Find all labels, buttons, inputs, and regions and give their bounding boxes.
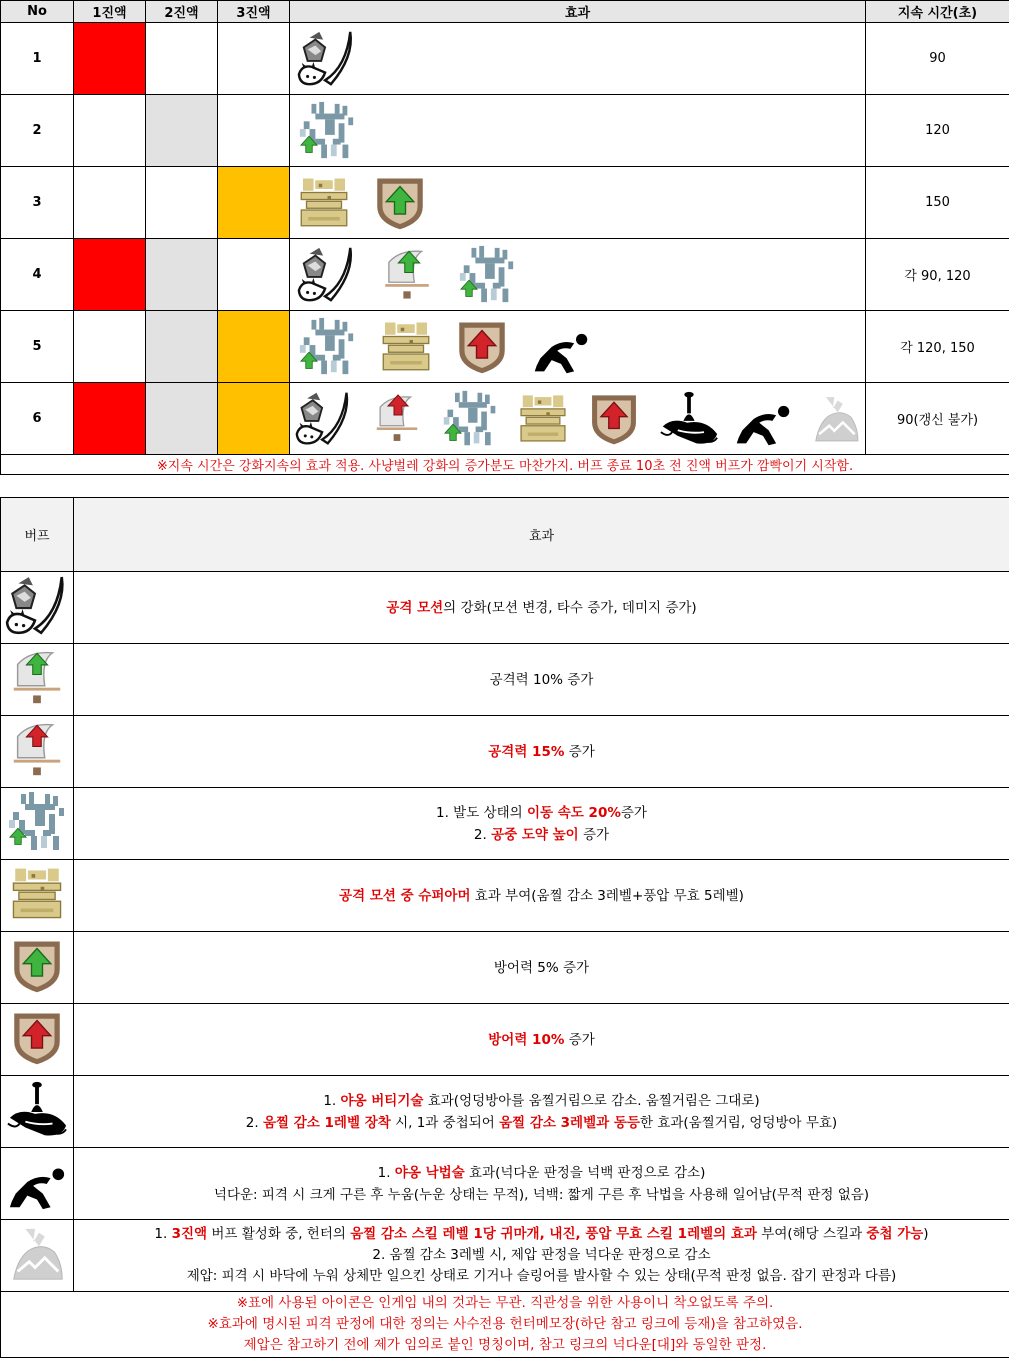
table-row bbox=[1, 167, 1009, 239]
header-effect: 효과 bbox=[290, 1, 866, 23]
table-row bbox=[1, 1076, 1009, 1148]
buff-description: 방어력 5% 증가 bbox=[74, 932, 1009, 1004]
essence-1-cell bbox=[74, 23, 146, 95]
effect-icons bbox=[290, 95, 866, 167]
speed-up-icon bbox=[5, 789, 69, 855]
attack-up-green-icon bbox=[6, 645, 68, 711]
table-row bbox=[1, 860, 1009, 932]
row-number: 5 bbox=[1, 311, 74, 383]
duration-value: 각 90, 120 bbox=[866, 239, 1009, 311]
footnote: 제압은 참고하기 전에 제가 임의로 붙인 명칭이며, 참고 링크의 넉다운[대]와 동일한 판정. bbox=[1, 1335, 1009, 1356]
buff-description: 공격력 10% 증가 bbox=[74, 644, 1009, 716]
footnote: ※효과에 명시된 피격 판정에 대한 정의는 사수전용 헌터메모장(하단 참고 링크에 등재)을 참고하였음. bbox=[1, 1314, 1009, 1335]
duration-value: 90(갱신 불가) bbox=[866, 383, 1009, 455]
essence-2-cell bbox=[146, 239, 218, 311]
defense-up-red-icon bbox=[587, 389, 641, 449]
attack-up-red-icon bbox=[370, 387, 424, 451]
table-row bbox=[1, 239, 1009, 311]
buff-table-header bbox=[1, 498, 1009, 572]
wind-resist-icon bbox=[809, 389, 863, 449]
row-number: 4 bbox=[1, 239, 74, 311]
buff-description: 공격 모션 중 슈퍼아머 효과 부여(움찔 감소 3레벨+풍압 무효 5레벨) bbox=[74, 860, 1009, 932]
essence-3-cell bbox=[218, 311, 290, 383]
table-row bbox=[1, 788, 1009, 860]
table-row bbox=[1, 644, 1009, 716]
table-row bbox=[1, 716, 1009, 788]
buff-description: 방어력 10% 증가 bbox=[74, 1004, 1009, 1076]
duration-value: 120 bbox=[866, 95, 1009, 167]
effect-icons bbox=[290, 239, 866, 311]
footnote: ※표에 사용된 아이콘은 인게임 내의 것과는 무관. 직관성을 위한 사용이니 착오없도록 주의. bbox=[1, 1293, 1009, 1314]
attack-up-red-icon bbox=[6, 717, 68, 783]
fall-technique-icon bbox=[530, 317, 592, 377]
table-row bbox=[1, 311, 1009, 383]
duration-value: 150 bbox=[866, 167, 1009, 239]
buff-description: 1. 야옹 버티기술 효과(엉덩방아를 움찔거림으로 감소. 움찔거림은 그대로) 2. 움찔 감소 1레벨 장착 시, 1과 중첩되어 움찔 감소 3레벨과 동등한 효과(움찔거림, 엉덩방아 무효) bbox=[74, 1076, 1009, 1148]
buff-description: 1. 발도 상태의 이동 속도 20%증가 2. 공중 도약 높이 증가 bbox=[74, 788, 1009, 860]
speed-up-icon bbox=[296, 315, 358, 379]
flinch-free-icon bbox=[657, 389, 721, 449]
effect-icons bbox=[290, 311, 866, 383]
attack-motion-icon bbox=[296, 243, 358, 307]
super-armor-icon bbox=[516, 389, 570, 449]
header-buff: 버프 bbox=[1, 498, 74, 572]
header-duration: 지속 시간(초) bbox=[866, 1, 1009, 23]
essence-table bbox=[0, 0, 1009, 475]
effect-icons bbox=[290, 383, 866, 455]
notes-row bbox=[1, 1292, 1009, 1358]
buff-description: 공격 모션의 강화(모션 변경, 타수 증가, 데미지 증가) bbox=[74, 572, 1009, 644]
super-armor-icon bbox=[8, 863, 66, 925]
duration-value: 각 120, 150 bbox=[866, 311, 1009, 383]
speed-up-icon bbox=[456, 243, 518, 307]
table-row bbox=[1, 1220, 1009, 1292]
fall-technique-icon bbox=[733, 389, 793, 449]
duration-note: ※지속 시간은 강화지속의 효과 적용. 사냥벌레 강화의 증가분도 마찬가지. 버프 종료 10초 전 진액 버프가 깜빡이기 시작함. bbox=[1, 455, 1009, 475]
effect-icons bbox=[290, 23, 866, 95]
buff-description: 공격력 15% 증가 bbox=[74, 716, 1009, 788]
table-row bbox=[1, 1148, 1009, 1220]
essence-2-cell bbox=[146, 311, 218, 383]
essence-1-cell bbox=[74, 95, 146, 167]
essence-3-cell bbox=[218, 167, 290, 239]
table-row bbox=[1, 23, 1009, 95]
defense-up-green-icon bbox=[372, 173, 428, 233]
essence-3-cell bbox=[218, 23, 290, 95]
super-armor-icon bbox=[296, 173, 352, 233]
essence-1-cell bbox=[74, 167, 146, 239]
footnotes bbox=[1, 1292, 1009, 1358]
attack-up-green-icon bbox=[378, 243, 436, 307]
row-number: 2 bbox=[1, 95, 74, 167]
effect-icons bbox=[290, 167, 866, 239]
header-no: No bbox=[1, 1, 74, 23]
table-row bbox=[1, 95, 1009, 167]
attack-motion-icon bbox=[294, 387, 354, 451]
essence-2-cell bbox=[146, 167, 218, 239]
attack-motion-icon bbox=[296, 27, 358, 91]
note-row bbox=[1, 455, 1009, 475]
essence-2-cell bbox=[146, 23, 218, 95]
flinch-free-icon bbox=[3, 1079, 71, 1141]
essence-2-cell bbox=[146, 383, 218, 455]
row-number: 6 bbox=[1, 383, 74, 455]
header-essence-1: 1진액 bbox=[74, 1, 146, 23]
table-row bbox=[1, 383, 1009, 455]
essence-1-cell bbox=[74, 239, 146, 311]
fall-technique-icon bbox=[5, 1151, 69, 1213]
defense-up-red-icon bbox=[9, 1007, 65, 1069]
table-row bbox=[1, 572, 1009, 644]
table-row bbox=[1, 1004, 1009, 1076]
essence-3-cell bbox=[218, 95, 290, 167]
speed-up-icon bbox=[440, 387, 500, 451]
table-row bbox=[1, 932, 1009, 1004]
header-buff-effect: 효과 bbox=[74, 498, 1009, 572]
buff-table bbox=[0, 497, 1009, 1358]
header-essence-2: 2진액 bbox=[146, 1, 218, 23]
row-number: 1 bbox=[1, 23, 74, 95]
buff-description: 1. 야옹 낙법술 효과(넉다운 판정을 넉백 판정으로 감소) 넉다운: 피격 시 크게 구른 후 누움(누운 상태는 무적), 넉백: 짧게 구른 후 낙법을 사용해 일어남(무적 판정 없음) bbox=[74, 1148, 1009, 1220]
super-armor-icon bbox=[378, 317, 434, 377]
essence-1-cell bbox=[74, 311, 146, 383]
buff-description: 1. 3진액 버프 활성화 중, 헌터의 움찔 감소 스킬 레벨 1당 귀마개, 내진, 풍압 무효 스킬 1레벨의 효과 부여(해당 스킬과 중첩 가능) 2. 움찔 감소 3레벨 시, 제압 판정을 넉다운 판정으로 감소 제압: 피격 시 바닥에 누워 상체만 일으킨 상태로 기거나 슬링어를 발사할 수 있는 상태(무적 판정 없음. 잡기 판정과 다름) bbox=[74, 1220, 1009, 1292]
table-spacer bbox=[0, 476, 1009, 497]
essence-2-cell bbox=[146, 95, 218, 167]
speed-up-icon bbox=[296, 99, 358, 163]
header-essence-3: 3진액 bbox=[218, 1, 290, 23]
essence-1-cell bbox=[74, 383, 146, 455]
duration-value: 90 bbox=[866, 23, 1009, 95]
defense-up-red-icon bbox=[454, 317, 510, 377]
attack-motion-icon bbox=[4, 573, 70, 639]
essence-3-cell bbox=[218, 383, 290, 455]
row-number: 3 bbox=[1, 167, 74, 239]
wind-resist-icon bbox=[6, 1223, 68, 1285]
essence-3-cell bbox=[218, 239, 290, 311]
essence-table-header bbox=[1, 1, 1009, 23]
defense-up-green-icon bbox=[9, 935, 65, 997]
